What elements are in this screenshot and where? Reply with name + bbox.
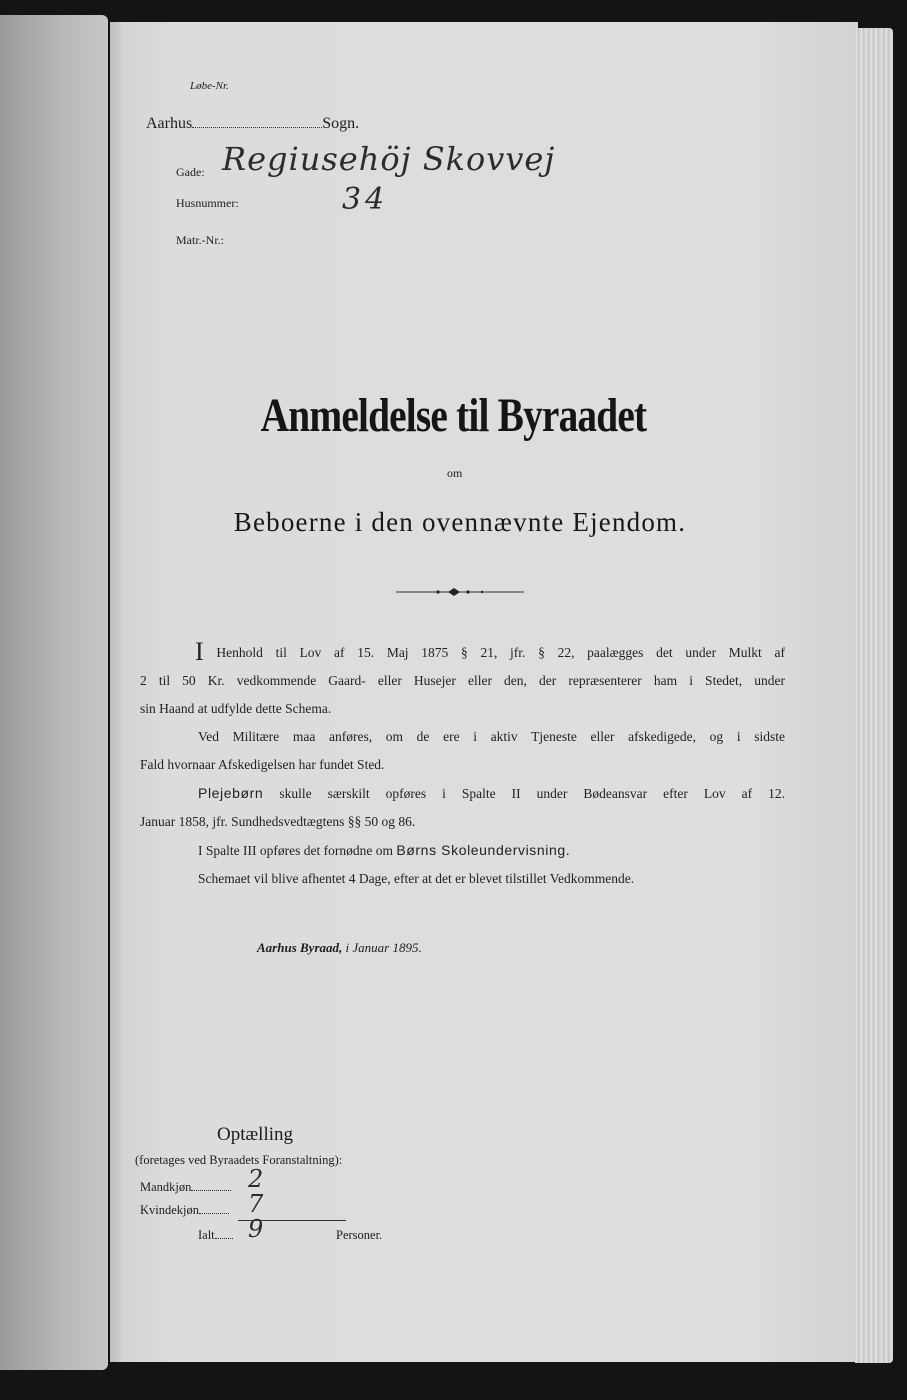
parish-prefix: Aarhus	[146, 115, 193, 132]
parish-suffix: Sogn.	[322, 115, 360, 132]
paragraph-2-line-2: Fald hvornaar Afskedigelsen har fundet Sted.	[140, 757, 385, 772]
page-stack-edges	[855, 28, 893, 1363]
title-om: om	[447, 466, 463, 480]
paragraph-2-line-1: Ved Militære maa anføres, om de ere i aktiv Tjeneste eller afskedigede, og i sidste	[198, 729, 785, 744]
total-row	[198, 1228, 233, 1243]
street-value: Regiusehöj Skovvej	[222, 140, 556, 178]
women-row	[140, 1203, 229, 1218]
lobe-nr-label: Løbe-Nr.	[190, 80, 229, 92]
house-number-value: 34	[342, 182, 389, 217]
men-value: 2	[248, 1165, 264, 1193]
document-subtitle: Beboerne i den ovennævnte Ejendom.	[233, 507, 687, 537]
paragraph-5: Schemaet vil blive afhentet 4 Dage, efter at det er blevet tilstillet Vedkommende.	[198, 871, 635, 886]
signature-date: i Januar 1895.	[345, 940, 422, 955]
matr-label: Matr.-Nr.:	[176, 233, 224, 247]
total-label: Ialt	[198, 1228, 215, 1242]
men-label: Mandkjøn	[140, 1180, 192, 1194]
paragraph-3-line-2: Januar 1858, jfr. Sundhedsvedtægtens §§ 50 og 86.	[140, 814, 416, 829]
paragraph-initial: I	[195, 637, 204, 666]
census-heading: Optælling	[217, 1124, 294, 1145]
parish-line	[146, 115, 359, 133]
signature-line	[257, 940, 422, 956]
total-value: 9	[248, 1215, 264, 1243]
document-title: Anmeldelse til Byraadet	[260, 389, 647, 442]
men-row	[140, 1180, 231, 1195]
ornament-divider	[396, 586, 524, 598]
house-number-label: Husnummer:	[176, 196, 239, 210]
paragraph-1-line-1: I Henhold til Lov af 15. Maj 1875 § 21, jfr. § 22, paalægges det under Mulkt af	[195, 637, 785, 666]
paragraph-1-line-3: sin Haand at udfylde dette Schema.	[140, 701, 332, 716]
paragraph-3-line-1: Plejebørn skulle særskilt opføres i Spalte II under Bødeansvar efter Lov af 12.	[198, 785, 786, 801]
parish-blank	[192, 127, 322, 128]
school-emphasis: Børns Skoleundervisning.	[396, 842, 571, 858]
women-label: Kvindekjøn	[140, 1203, 200, 1217]
persons-label: Personer.	[336, 1228, 383, 1242]
paragraph-4: I Spalte III opføres det fornødne om Børns Skoleundervisning.	[198, 842, 571, 858]
instructions-block	[140, 638, 785, 893]
signature-place: Aarhus Byraad,	[257, 940, 343, 955]
paragraph-1-line-2: 2 til 50 Kr. vedkommende Gaard- eller Husejer eller den, der repræsenterer ham i Stedet, under	[140, 673, 785, 688]
women-value: 7	[248, 1190, 264, 1218]
previous-page-edge	[0, 15, 108, 1370]
plejeborn-emphasis: Plejebørn	[198, 785, 264, 801]
street-label: Gade:	[176, 165, 205, 179]
census-note: (foretages ved Byraadets Foranstaltning):	[135, 1153, 343, 1167]
